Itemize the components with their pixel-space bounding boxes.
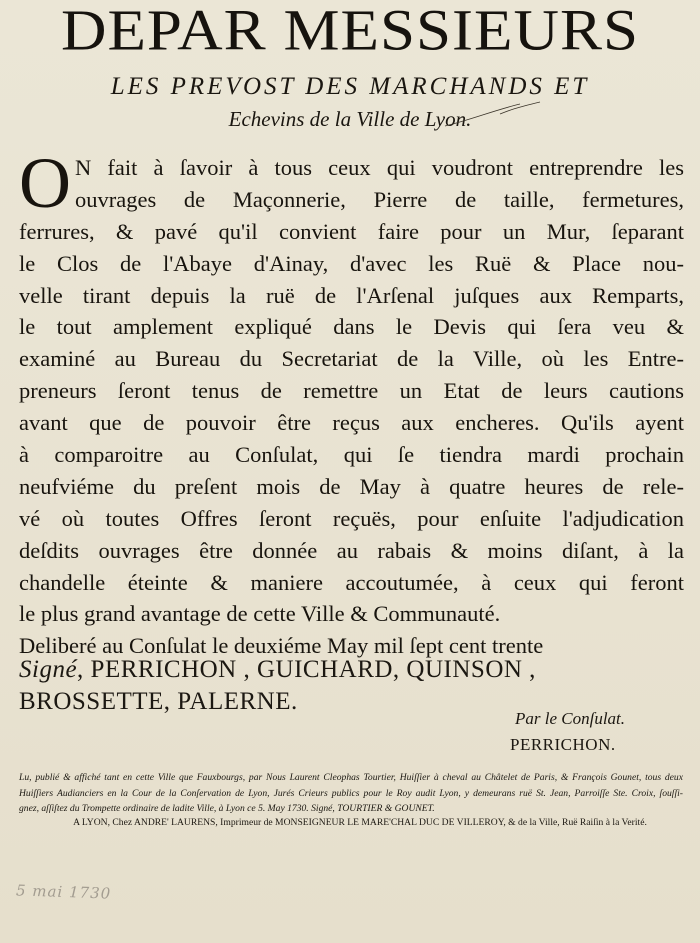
consulat-signatory: PERRICHON.: [510, 735, 616, 754]
printer-imprint: A LYON, Chez ANDRE' LAURENS, Imprimeur de MONSEIGNEUR LE MARE'CHAL DUC DE VILLEROY, & de la Ville, Ruë Raiſin à la Verité.: [73, 817, 647, 828]
body-line: à comparoitre au Conſulat, qui ſe tiendra mardi prochain: [19, 442, 684, 468]
signatures-line-1: [19, 656, 689, 684]
drop-cap: O: [19, 143, 71, 223]
signe-label: Signé: [19, 656, 78, 683]
body-line: vé où toutes Offres ſeront reçuës, pour enſuite l'adjudication: [19, 505, 684, 531]
par-le-consulat: Par le Conſulat.: [515, 709, 626, 728]
body-line: le plus grand avantage de cette Ville & Communauté.: [19, 601, 501, 627]
body-line: neufviéme du preſent mois de May à quatre heures de rele-: [19, 473, 684, 499]
body-line: le tout amplement expliqué dans le Devis qui ſera veu &: [19, 314, 684, 340]
body-line: chandelle éteinte & maniere accoutumée, à ceux qui feront: [19, 569, 684, 595]
body-line: avant que de pouvoir être reçus aux encheres. Qu'ils ayent: [19, 410, 684, 436]
pencil-date-annotation: 5 mai 1730: [15, 881, 112, 903]
body-line: N fait à ſavoir à tous ceux qui voudront entreprendre les: [75, 155, 684, 180]
pen-flourish-mark: [440, 100, 560, 130]
fine-line: gnez, aſſiſtez du Trompette ordinaire de ladite Ville, à Lyon ce 5. May 1730. Signé, TOURTIER & GOUNET.: [19, 803, 435, 814]
body-line: ouvrages de Maçonnerie, Pierre de taille, fermetures,: [75, 186, 684, 212]
body-line: ferrures, & pavé qu'il convient faire pour un Mur, ſeparant: [19, 218, 684, 244]
poster-subtitle-city: Echevins de la Ville de Lyon.: [228, 107, 472, 131]
signatures-line-2: BROSSETTE, PALERNE.: [19, 688, 298, 715]
notice-body: [19, 143, 684, 662]
poster-title: DEPAR MESSIEURS: [60, 0, 640, 63]
body-line: deſdits ouvrages être donnée au rabais & moins diſant, à la: [19, 537, 684, 563]
body-line: le Clos de l'Abaye d'Ainay, d'avec les Ruë & Place nou-: [19, 250, 684, 276]
fine-line: Huiſſiers Audianciers en la Cour de la Conſervation de Lyon, Jurés Crieurs publics pour le Roy audit Lyon, y demeurans ruë St. Jean, Parroiſſe Ste. Croix, ſouſſi-: [19, 787, 683, 799]
publication-notice: [19, 770, 683, 817]
body-line: Deliberé au Conſulat le deuxiéme May mil ſept cent trente: [19, 633, 544, 659]
body-line: velle tirant depuis la ruë de l'Arſenal juſques aux Remparts,: [19, 282, 684, 308]
body-line: examiné au Bureau du Secretariat de la Ville, où les Entre-: [19, 346, 684, 372]
fine-line: Lu, publié & affiché tant en cette Ville que Fauxbourgs, par Nous Laurent Cleophas Tourtier, Huiſſier à cheval au Châtelet de Paris, & François Gounet, tous deux: [19, 772, 683, 783]
poster-subtitle: LES PREVOST DES MARCHANDS ET: [110, 73, 590, 100]
body-line: preneurs ſeront tenus de remettre un Etat de leurs cautions: [19, 378, 684, 404]
signatories-1: , PERRICHON , GUICHARD, QUINSON ,: [77, 656, 536, 683]
